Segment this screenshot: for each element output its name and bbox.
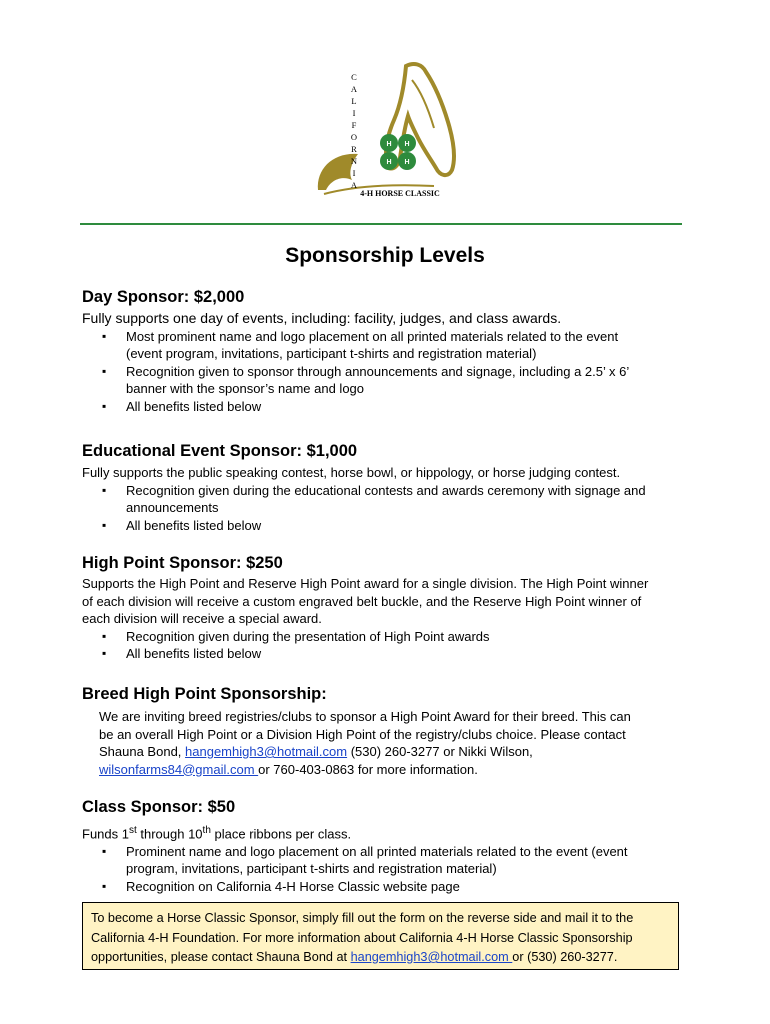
list-item: ▪ Most prominent name and logo placement on all printed materials related to the event (event program, invitations, participant t-shirts and registration material) <box>82 328 666 363</box>
breed-high-point-desc: We are inviting breed registries/clubs to sponsor a High Point Award for their breed. This can be an overall High Point or a Division High Point of the registry/clubs choice. Please contact Shauna Bond, hangemhigh3@hotmail.com (530) 260-3277 or Nikki Wilson, wilsonfarms84@gmail.com or 760-403-0863 for more information. <box>99 709 631 777</box>
class-sponsor-section <box>82 797 666 895</box>
high-point-sponsor-section <box>82 553 666 663</box>
page-title: Sponsorship Levels <box>285 244 485 267</box>
class-sponsor-desc: Funds 1st through 10th place ribbons per class. <box>82 825 352 842</box>
email-link-box[interactable]: hangemhigh3@hotmail.com <box>350 950 513 964</box>
day-sponsor-benefits <box>82 328 666 416</box>
svg-text:H: H <box>386 159 392 166</box>
svg-text:H: H <box>404 141 410 148</box>
educational-sponsor-desc: Fully supports the public speaking contest, horse bowl, or hippology, or horse judging contest. <box>82 465 621 480</box>
svg-text:I: I <box>352 168 356 178</box>
divider <box>80 223 682 225</box>
breed-high-point-heading: Breed High Point Sponsorship: <box>82 685 327 703</box>
svg-text:H: H <box>404 159 410 166</box>
breed-high-point-section <box>82 684 631 778</box>
educational-sponsor-section <box>82 441 686 534</box>
sponsor-info-box: To become a Horse Classic Sponsor, simply fill out the form on the reverse side and mail it to the California 4-H Foundation. For more information about California 4-H Horse Classic Sponsorship opportunities, please contact Shauna Bond at hangemhigh3@hotmail.com or (530) 260-3277. <box>82 902 679 970</box>
email-link-hangemhigh3[interactable]: hangemhigh3@hotmail.com <box>185 744 348 759</box>
list-item: ▪ Recognition given to sponsor through announcements and signage, including a 2.5’ x 6’ banner with the sponsor’s name and logo <box>82 363 666 398</box>
list-item: ▪ All benefits listed below <box>82 398 666 416</box>
svg-text:R: R <box>351 144 357 154</box>
logo-caption: 4-H HORSE CLASSIC <box>360 189 440 198</box>
day-sponsor-desc: Fully supports one day of events, including: facility, judges, and class awards. <box>82 310 562 326</box>
high-point-benefits <box>82 628 666 663</box>
list-item: ▪ Recognition given during the educational contests and awards ceremony with signage and announcements <box>82 482 686 517</box>
list-item: ▪ Recognition on California 4-H Horse Classic website page <box>82 878 666 896</box>
high-point-sponsor-heading: High Point Sponsor: $250 <box>82 554 283 572</box>
list-item: ▪ All benefits listed below <box>82 645 666 663</box>
class-sponsor-heading: Class Sponsor: $50 <box>82 798 236 816</box>
list-item: ▪ Recognition given during the presentation of High Point awards <box>82 628 666 646</box>
svg-text:L: L <box>351 96 357 106</box>
svg-text:A: A <box>350 180 358 190</box>
svg-text:A: A <box>350 84 358 94</box>
day-sponsor-heading: Day Sponsor: $2,000 <box>82 288 245 306</box>
class-sponsor-benefits <box>82 843 666 896</box>
svg-text:C: C <box>351 72 357 82</box>
day-sponsor-section <box>82 287 666 415</box>
svg-text:H: H <box>386 141 392 148</box>
list-item: ▪ Prominent name and logo placement on all printed materials related to the event (event program, invitations, participant t-shirts and registration material) <box>82 843 666 878</box>
email-link-wilsonfarms84[interactable]: wilsonfarms84@gmail.com <box>99 761 259 777</box>
educational-sponsor-benefits <box>82 482 686 535</box>
svg-text:N: N <box>350 156 358 166</box>
svg-text:O: O <box>350 132 358 142</box>
california-4h-horse-classic-logo <box>314 58 464 198</box>
high-point-desc: Supports the High Point and Reserve High Point award for a single division. The High Point winner of each division will receive a custom engraved belt buckle, and the Reserve High Point winner of each division will receive a special award. <box>82 576 649 626</box>
svg-text:I: I <box>352 108 356 118</box>
educational-sponsor-heading: Educational Event Sponsor: $1,000 <box>82 442 358 460</box>
list-item: ▪ All benefits listed below <box>82 517 666 535</box>
svg-text:F: F <box>351 120 357 130</box>
